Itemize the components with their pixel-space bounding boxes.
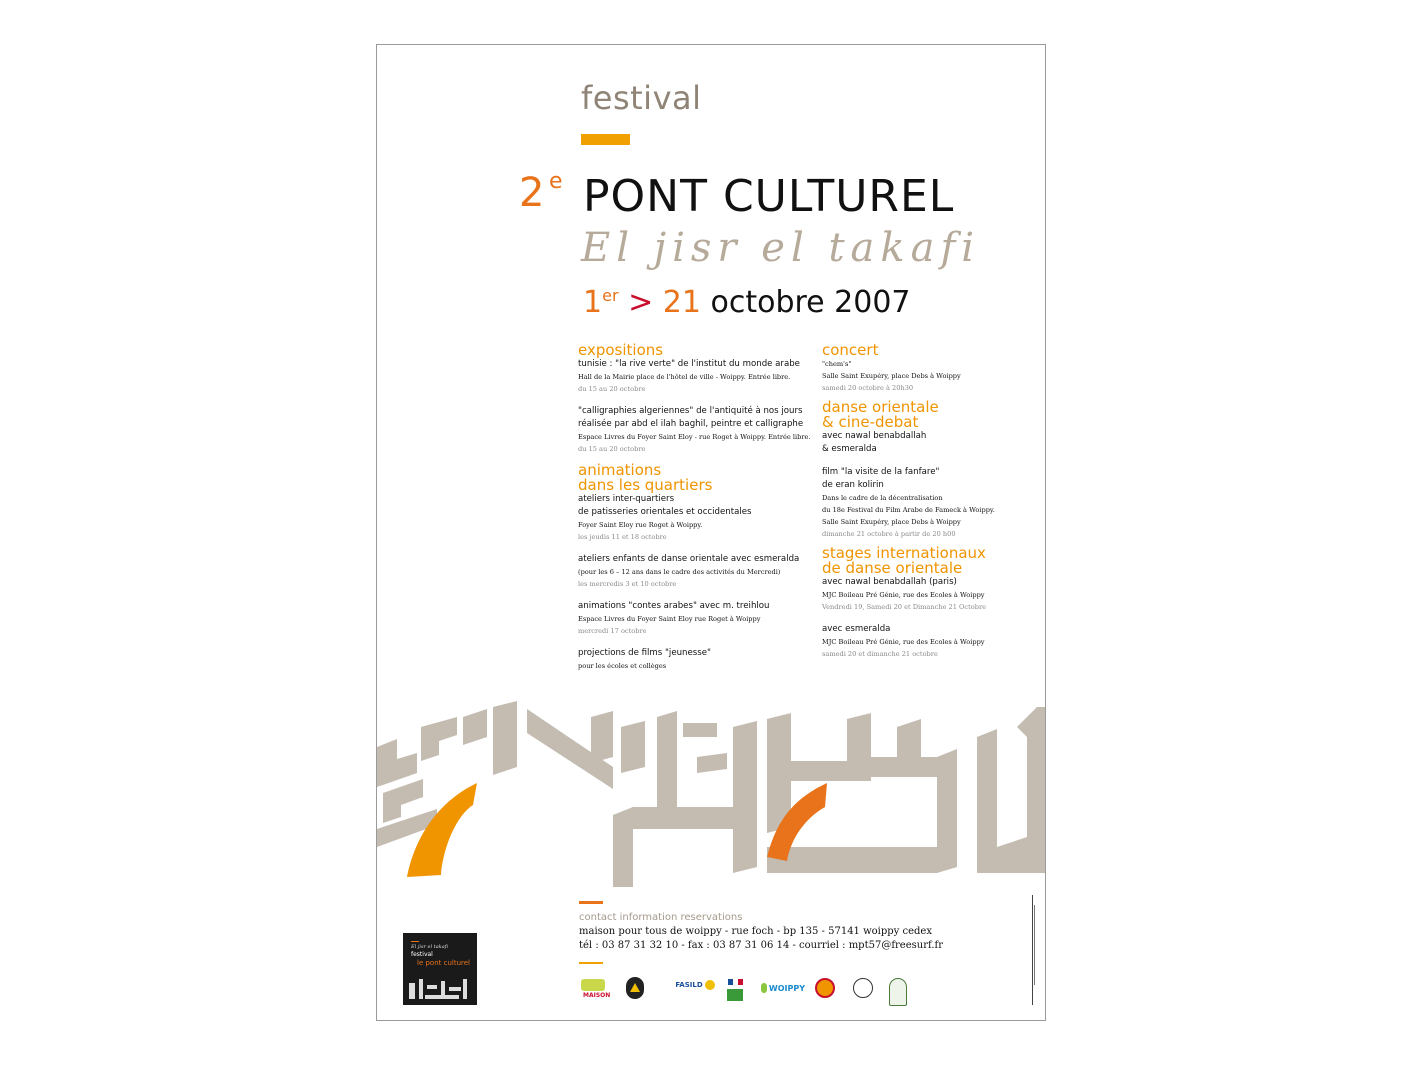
event-line: ateliers inter-quartiers — [578, 494, 675, 504]
date-start-suffix: er — [602, 286, 619, 305]
event-line: "chem's" — [822, 360, 852, 368]
event-line: avec nawal benabdallah (paris) — [822, 577, 957, 587]
contact-phone: tél : 03 87 31 32 10 - fax : 03 87 31 06 14 - courriel : mpt57@freesurf.fr — [579, 940, 944, 951]
event-line: "calligraphies algeriennes" de l'antiquité à nos jours — [578, 406, 803, 416]
date-arrow: > — [628, 285, 654, 320]
contact-heading: contact information reservations — [579, 912, 743, 923]
logo-subtitle: El jisr el takafi — [411, 944, 449, 950]
event-venue: (pour les 6 – 12 ans dans le cadre des activités du Mercredi) — [578, 568, 781, 576]
sponsor-fasild-label: FASILD — [675, 981, 703, 989]
contact-address: maison pour tous de woippy - rue foch - bp 135 - 57141 woippy cedex — [579, 926, 932, 937]
event-line: film "la visite de la fanfare" — [822, 467, 940, 477]
vertical-credits-strip — [1029, 895, 1037, 1005]
event-line: ateliers enfants de danse orientale avec esmeralda — [578, 554, 800, 564]
sponsor-logo-film-festival — [887, 975, 909, 1009]
sponsor-logo-fasild — [675, 975, 715, 995]
sponsor-woippy-label: WOIPPY — [768, 983, 805, 993]
page-title: PONT CULTUREL — [583, 171, 955, 222]
sponsor-logo-woippy — [761, 975, 805, 1001]
event-venue: Foyer Saint Eloy rue Roget à Woippy. — [578, 521, 703, 529]
sponsor-logo-orange — [813, 975, 837, 1001]
contact-accent-bar — [579, 901, 603, 904]
section-expositions: expositions — [578, 341, 664, 359]
calligraphy-bridge-graphic — [377, 697, 1046, 897]
event-line: tunisie : "la rive verte" de l'institut du monde arabe — [578, 359, 800, 369]
sponsor-logo-circle — [851, 975, 875, 1001]
event-date: samedi 20 et dimanche 21 octobre — [822, 650, 938, 658]
event-line: réalisée par abd el ilah baghil, peintre et calligraphe — [578, 419, 804, 429]
event-line: & esmeralda — [822, 444, 877, 454]
event-venue: Salle Saint Exupéry, place Debs à Woippy — [822, 372, 961, 380]
left-column — [578, 341, 811, 672]
edition-suffix: e — [549, 169, 563, 194]
festival-dates — [583, 285, 911, 320]
event-date: samedi 20 octobre à 20h30 — [822, 384, 914, 392]
poster — [376, 44, 1046, 1021]
section-danse-line2: & cine-debat — [822, 413, 919, 431]
date-start: 1 — [583, 285, 603, 320]
event-date: mercredi 17 octobre — [578, 627, 647, 635]
sponsor-maison-label: MAISON — [583, 992, 611, 999]
event-venue: pour les écoles et collèges — [578, 662, 667, 670]
sponsor-logo-mountain — [625, 975, 645, 1001]
event-venue: Espace Livres du Foyer Saint Eloy rue Roget à Woippy — [578, 615, 761, 623]
event-date: du 15 au 20 octobre — [578, 385, 646, 393]
event-date: les mercredis 3 et 10 octobre — [578, 580, 677, 588]
event-venue: Hall de la Mairie place de l'hôtel de ville - Woippy. Entrée libre. — [578, 373, 791, 381]
right-column — [822, 343, 1042, 660]
section-danse: danse orientale — [822, 398, 939, 416]
event-date: les jeudis 11 et 18 octobre — [578, 533, 667, 541]
event-venue: Espace Livres du Foyer Saint Eloy - rue Roget à Woippy. Entrée libre. — [578, 433, 811, 441]
event-date: Vendredi 19, Samedi 20 et Dimanche 21 Octobre — [822, 603, 986, 611]
event-line: de patisseries orientales et occidentales — [578, 507, 752, 517]
event-line: projections de films "jeunesse" — [578, 648, 711, 658]
event-venue: Dans le cadre de la décentralisation — [822, 494, 943, 502]
festival-logo — [403, 933, 477, 1005]
logo-festival: festival — [411, 951, 433, 958]
event-venue: Salle Saint Exupéry, place Debs à Woippy — [822, 518, 961, 526]
event-venue: du 18e Festival du Film Arabe de Fameck à Woippy. — [822, 506, 995, 514]
event-date: dimanche 21 octobre à partir de 20 h00 — [822, 530, 956, 538]
section-animations-line2: dans les quartiers — [578, 476, 713, 494]
event-date: du 15 au 20 octobre — [578, 445, 646, 453]
title-accent-bar — [581, 134, 630, 145]
edition-number: 2 — [519, 170, 545, 216]
sponsor-logo-maison — [579, 975, 613, 1009]
logo-calligraphy-icon — [407, 977, 473, 1001]
event-line: avec nawal benabdallah — [822, 431, 927, 441]
event-line: de eran kolirin — [822, 480, 884, 490]
event-line: avec esmeralda — [822, 624, 891, 634]
section-stages-line2: de danse orientale — [822, 559, 963, 577]
date-end: 21 — [662, 285, 701, 320]
event-venue: MJC Boileau Pré Génie, rue des Ecoles à Woippy — [822, 638, 985, 646]
festival-label: festival — [581, 79, 702, 117]
section-stages: stages internationaux — [822, 544, 986, 562]
section-animations: animations — [578, 461, 662, 479]
subtitle: El jisr el takafi — [581, 225, 981, 271]
event-venue: MJC Boileau Pré Génie, rue des Ecoles à Woippy — [822, 591, 985, 599]
sponsor-logo-republique — [725, 975, 745, 1005]
logo-name: le pont culturel — [417, 959, 470, 967]
event-line: animations "contes arabes" avec m. treihlou — [578, 601, 770, 611]
section-concert: concert — [822, 341, 879, 359]
contact-accent-bar-2 — [579, 962, 603, 964]
date-month-year: octobre 2007 — [710, 285, 911, 320]
